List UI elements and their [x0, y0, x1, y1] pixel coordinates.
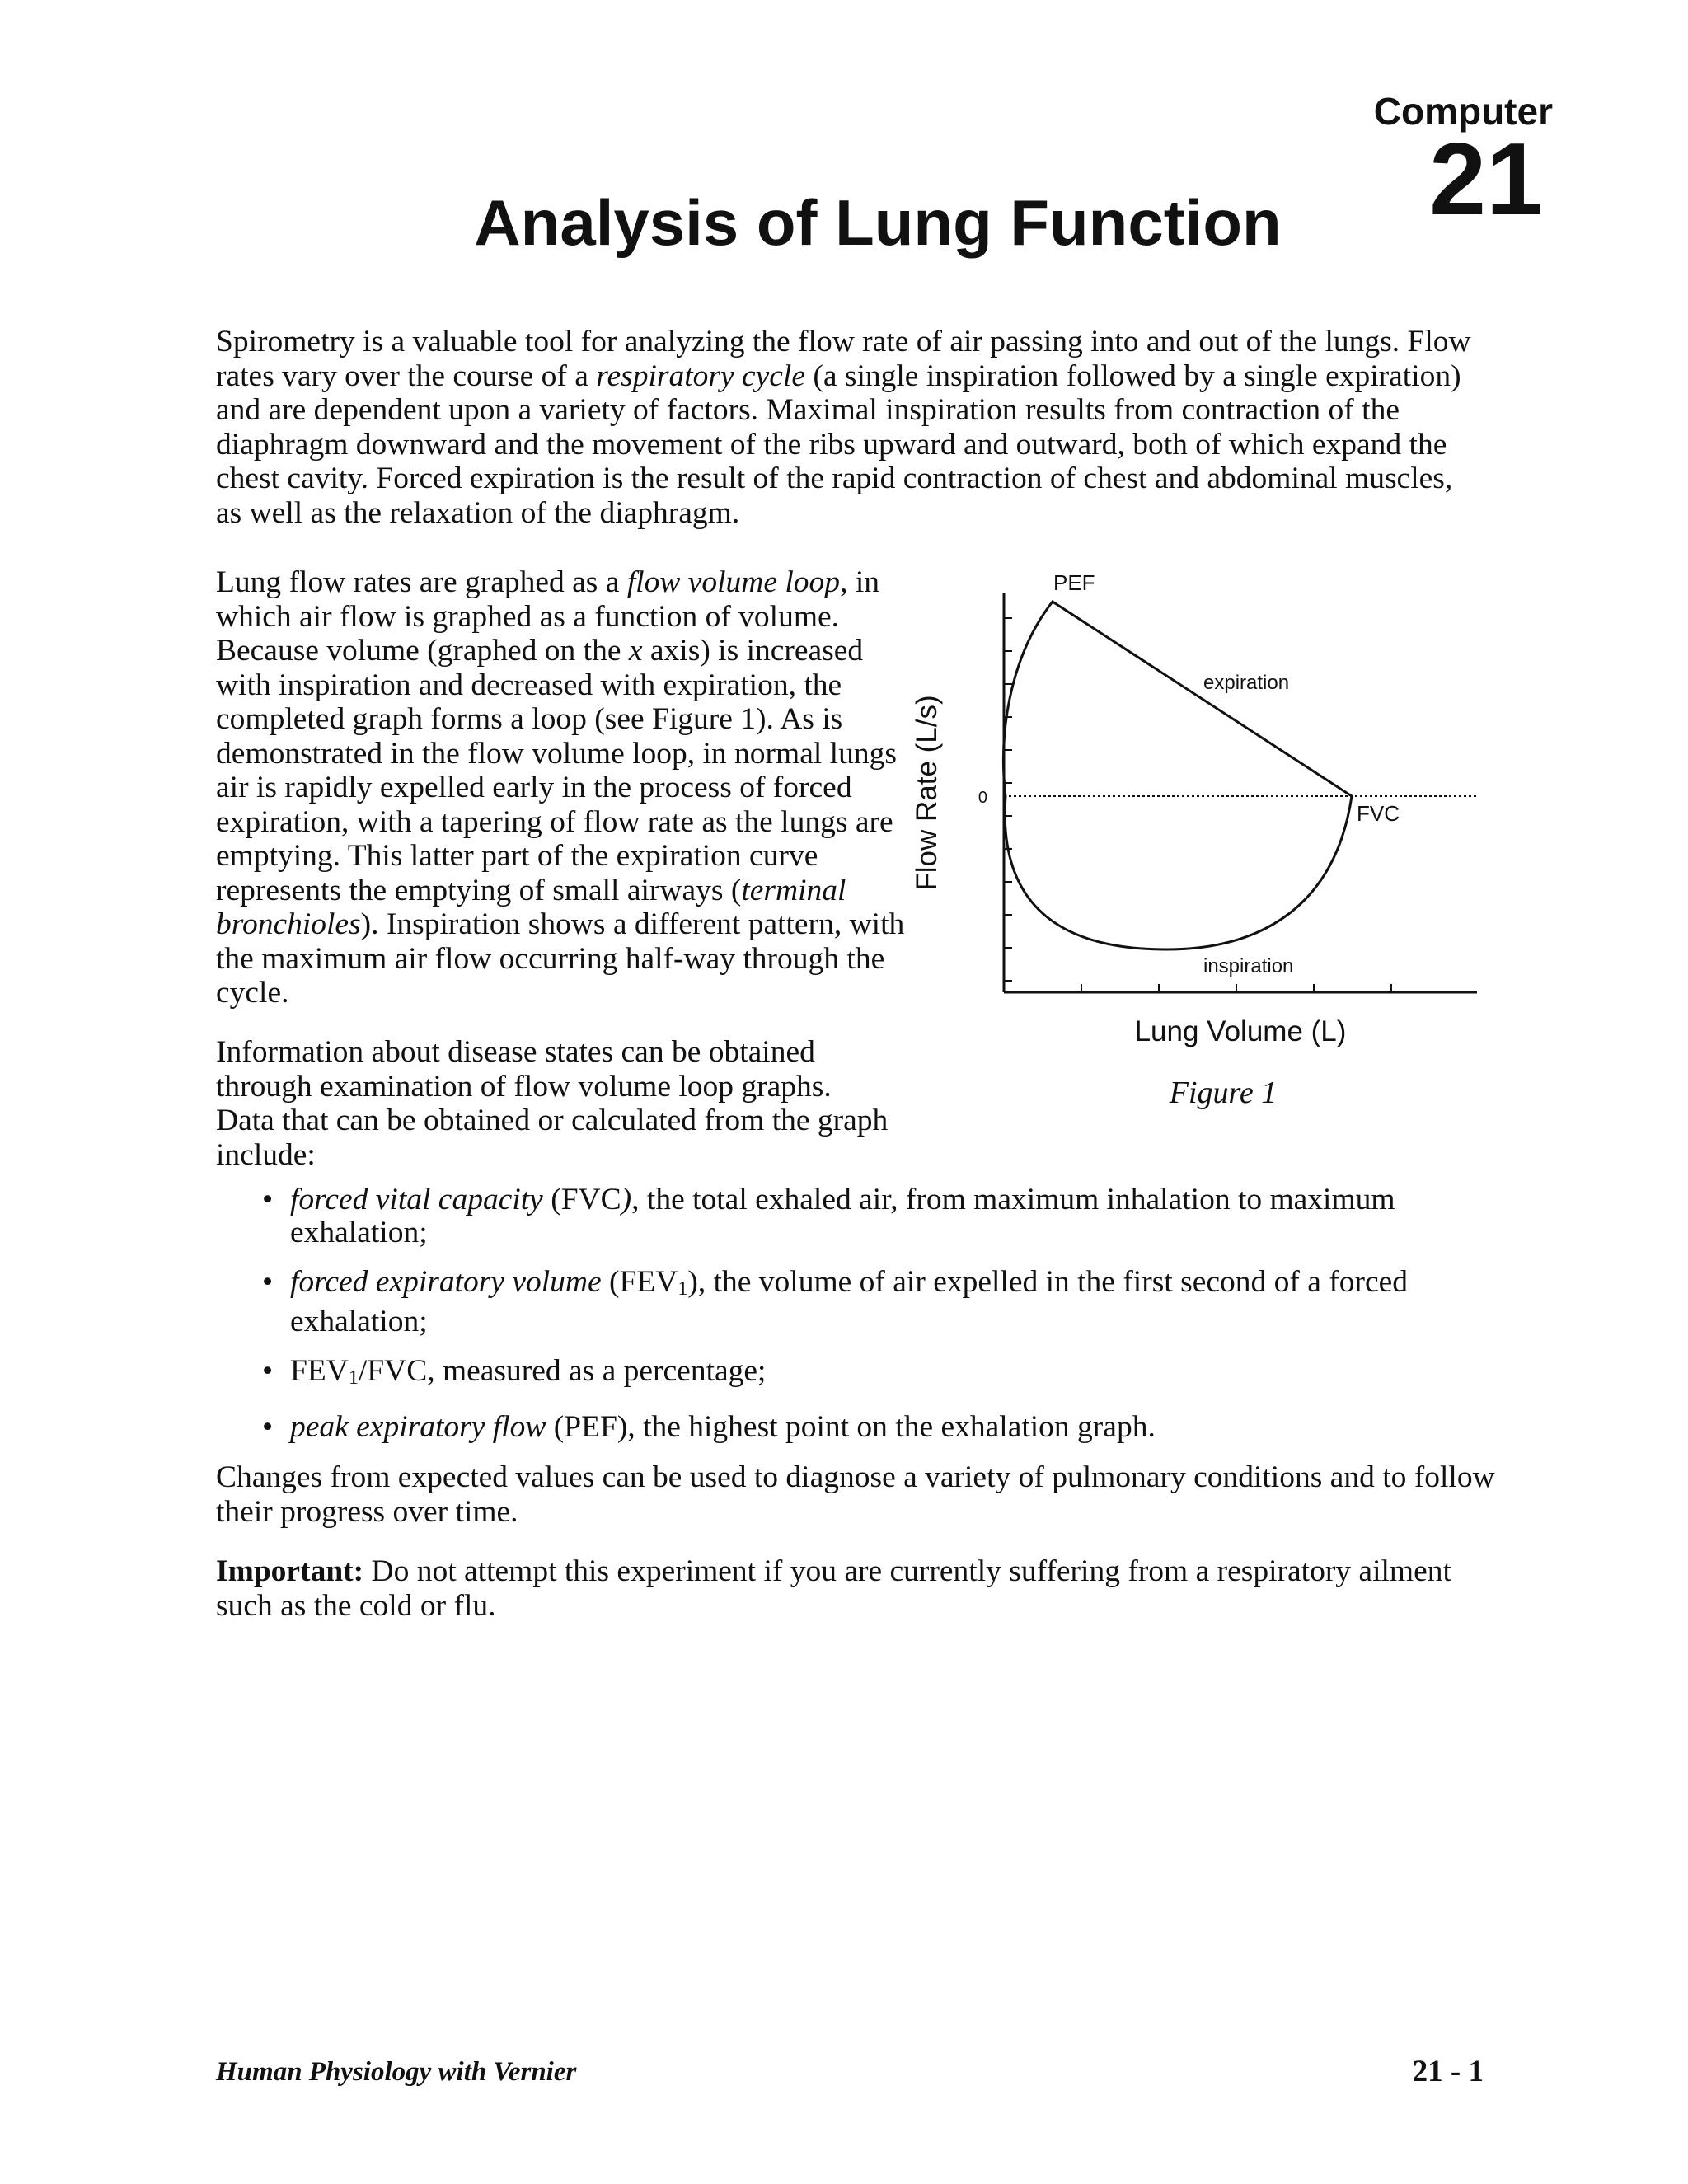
item-text: (PEF), the highest point on the exhalation graph. — [546, 1410, 1156, 1444]
flow-volume-chart — [907, 560, 1500, 1104]
loop-text-4: ). Inspiration shows a different pattern, with the maximum air flow occurring half-way through the cycle. — [216, 907, 905, 1010]
chapter-label: Computer — [1373, 90, 1553, 133]
bullet-icon: • — [262, 1265, 274, 1299]
x-axis-label: Lung Volume (L) — [1134, 1015, 1347, 1047]
list-item — [262, 1355, 1498, 1394]
term-terminal-bronchioles: terminal bronchioles — [216, 873, 846, 941]
abbr-2: /FVC — [358, 1354, 428, 1388]
bullet-icon: • — [262, 1410, 274, 1444]
loop-text-2: , in which air flow is graphed as a function of volume. Because volume (graphed on the — [216, 565, 879, 668]
inspiration-label: inspiration — [1203, 955, 1294, 977]
list-item — [262, 1266, 1498, 1338]
subscript: 1 — [678, 1278, 688, 1300]
bullet-icon: • — [262, 1183, 274, 1216]
important-paragraph — [216, 1554, 1502, 1623]
footer-book-title: Human Physiology with Vernier — [216, 2057, 577, 2087]
term: forced expiratory volume — [290, 1265, 602, 1299]
item-text: measured as a percentage; — [434, 1354, 767, 1388]
figure-caption: Figure 1 — [1169, 1076, 1278, 1110]
term: peak expiratory flow — [290, 1410, 546, 1444]
term: forced vital capacity — [290, 1183, 543, 1216]
term-respiratory-cycle: respiratory cycle — [596, 359, 805, 393]
flow-loop-paragraph — [216, 565, 908, 1010]
intro-paragraph — [216, 325, 1485, 530]
item-text: ), the volume of air expelled in the first second of a forced exhalation; — [290, 1265, 1409, 1338]
page-number: 21 - 1 — [1412, 2055, 1484, 2088]
flow-volume-figure — [907, 560, 1500, 1104]
abbr: FEV — [290, 1354, 349, 1388]
page-title: Analysis of Lung Function — [474, 186, 1282, 259]
intro-text: Spirometry is a valuable tool for analyzing the flow rate of air passing into and out of the lungs. Flow rates vary over the course of a — [216, 325, 1471, 393]
disease-paragraph: Information about disease states can be obtained through examination of flow volume loop graphs. Data that can be obtained or calculated from the graph include: — [216, 1035, 889, 1172]
important-text: Do not attempt this experiment if you are currently suffering from a respiratory ailment such as the cold or flu. — [216, 1554, 1451, 1623]
list-item — [262, 1183, 1498, 1249]
list-item — [262, 1411, 1498, 1444]
fvc-label: FVC — [1357, 801, 1400, 826]
abbr: (FEV — [609, 1265, 678, 1299]
abbr-close: ) — [621, 1183, 632, 1216]
measurement-list — [262, 1183, 1498, 1460]
chapter-number: 21 — [1429, 123, 1543, 237]
expiration-curve — [1003, 602, 1352, 796]
term-x: x — [628, 634, 643, 668]
pef-label: PEF — [1053, 570, 1095, 595]
zero-tick-label: 0 — [978, 789, 987, 807]
inspiration-curve — [1005, 796, 1352, 949]
abbr: (FVC — [551, 1183, 621, 1216]
subscript: 1 — [348, 1367, 359, 1389]
item-text: , the total exhaled air, from maximum inhalation to maximum exhalation; — [290, 1183, 1395, 1249]
loop-text-1: Lung flow rates are graphed as a — [216, 565, 627, 599]
bullet-icon: • — [262, 1354, 274, 1388]
changes-paragraph: Changes from expected values can be used to diagnose a variety of pulmonary conditions and to follow their progress over time. — [216, 1460, 1495, 1529]
term-flow-volume-loop: flow volume loop — [626, 565, 841, 599]
y-axis-label: Flow Rate (L/s) — [911, 695, 943, 891]
loop-text-3: axis) is increased with inspiration and decreased with expiration, the completed graph forms a loop (see Figure 1). As is demonstrated in the flow volume loop, in normal lungs air is rapidly expelled early in the process of forced expiration, with a tapering of flow rate as the lungs are emptying. This latter part of the expiration curve represents the emptying of small airways ( — [216, 634, 897, 907]
expiration-label: expiration — [1203, 672, 1290, 694]
intro-text-2: (a single inspiration followed by a single expiration) and are dependent upon a variety of factors. Maximal inspiration results from contraction of the diaphragm downward and the movement of the ribs upward and outward, both of which expand the chest cavity. Forced expiration is the result of the rapid contraction of chest and abdominal muscles, as well as the relaxation of the diaphragm. — [216, 359, 1461, 530]
important-label: Important: — [216, 1554, 364, 1588]
comma: , — [427, 1354, 435, 1388]
